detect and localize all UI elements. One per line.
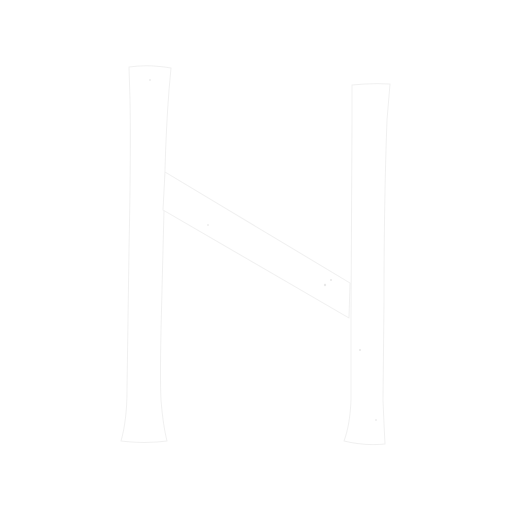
right-vertical-stroke xyxy=(344,84,390,445)
diagonal-stroke xyxy=(163,172,350,318)
left-vertical-stroke xyxy=(121,66,171,443)
